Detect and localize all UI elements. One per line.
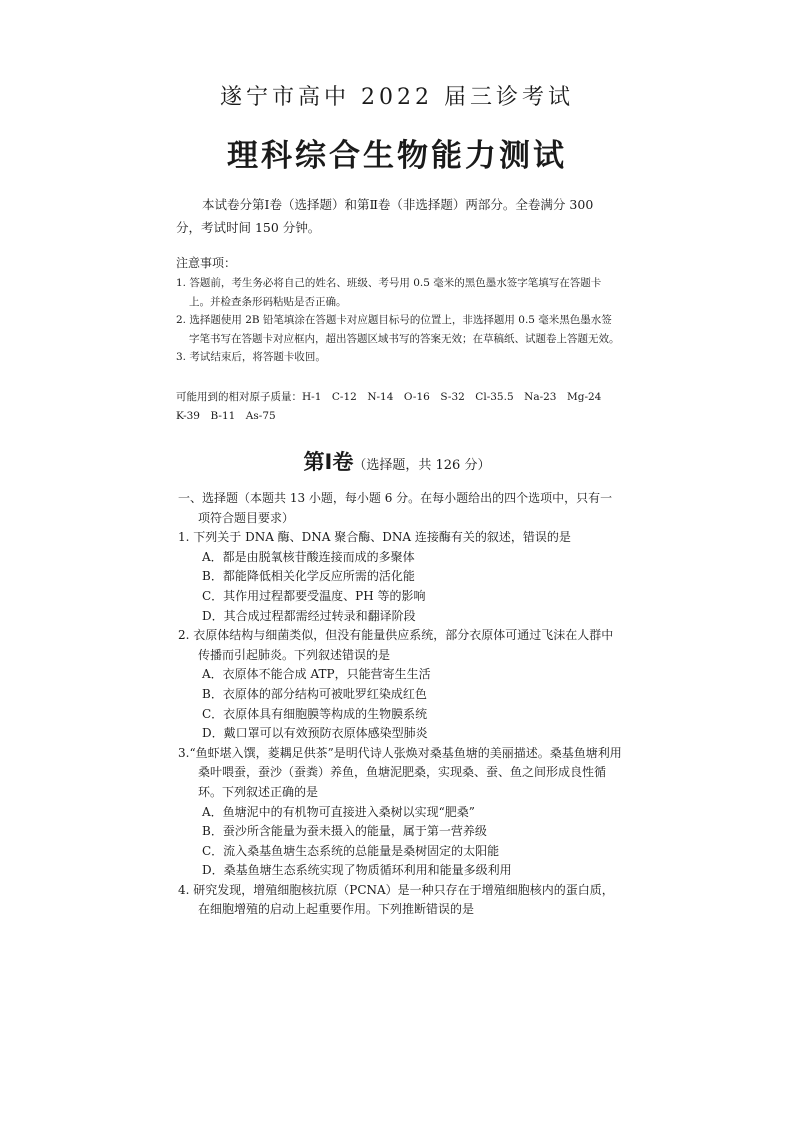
option-d: D．其合成过程都需经过转录和翻译阶段 [202,608,416,623]
option-b: B．都能降低相关化学反应所需的活化能 [202,569,415,584]
note-item-1: 1. 答题前，考生务必将自己的姓名、班级、考号用 0.5 毫米的黑色墨水签字笔填写在答题卡上。并检查条形码粘贴是否正确。 [176,277,602,308]
option-b: B．衣原体的部分结构可被吡罗红染成红色 [202,686,427,701]
option-d: D．桑基鱼塘生态系统实现了物质循环利用和能量多级利用 [202,863,512,878]
question-1 [178,528,624,626]
section-title: 第Ⅰ卷 [303,450,354,474]
atomic-masses: 可能用到的相对原子质量：H-1 C-12 N-14 O-16 S-32 Cl-35.5 Na-23 Mg-24 K-39 B-11 As-75 [176,391,612,422]
option-c: C．流入桑基鱼塘生态系统的总能量是桑树固定的太阳能 [202,843,500,858]
questions-area [178,489,624,920]
school-exam-title: 遂宁市高中 2022 届三诊考试 [220,85,574,110]
question-4 [178,881,624,920]
option-a: A．衣原体不能合成 ATP，只能营寄生生活 [202,667,431,682]
notes-heading: 注意事项： [176,256,237,270]
intro-paragraph: 本试卷分第Ⅰ卷（选择题）和第Ⅱ卷（非选择题）两部分。全卷满分 300 分，考试时间 150 分钟。 [176,197,594,235]
option-b: B．蚕沙所含能量为蚕未摄入的能量，属于第一营养级 [202,824,487,839]
question-2 [178,626,624,744]
question-stem: 3.“鱼虾堪入馔，菱耦足供茶”是明代诗人张焕对桑基鱼塘的美丽描述。桑基鱼塘利用桑叶喂蚕，蚕沙（蚕粪）养鱼，鱼塘泥肥桑，实现桑、蚕、鱼之间形成良性循环。下列叙述正确的是 [178,745,622,799]
notes-list [176,274,622,367]
option-d: D．戴口罩可以有效预防衣原体感染型肺炎 [202,726,428,741]
question-stem: 4. 研究发现，增殖细胞核抗原（PCNA）是一种只存在于增殖细胞核内的蛋白质，在细胞增殖的启动上起重要作用。下列推断错误的是 [178,882,614,917]
subject-title: 理科综合生物能力测试 [227,138,567,174]
question-3 [178,744,624,881]
section-subtitle: （选择题，共 126 分） [353,458,491,473]
note-item-2: 2. 选择题使用 2B 铅笔填涂在答题卡对应题目标号的位置上，非选择题用 0.5 毫米黑色墨水签字笔书写在答题卡对应框内，超出答题区域书写的答案无效；在草稿纸、试题卷上答题无效。 [176,314,620,345]
section-heading [0,446,794,476]
option-c: C．其作用过程都要受温度、PH 等的影响 [202,588,426,603]
section-instruction: 一、选择题（本题共 13 小题，每小题 6 分。在每小题给出的四个选项中，只有一项符合题目要求） [178,491,613,525]
question-stem: 1. 下列关于 DNA 酶、DNA 聚合酶、DNA 连接酶有关的叙述，错误的是 [178,530,571,545]
option-c: C．衣原体具有细胞膜等构成的生物膜系统 [202,706,428,721]
option-a: A．鱼塘泥中的有机物可直接进入桑树以实现“肥桑” [202,804,475,819]
option-a: A．都是由脱氧核苷酸连接而成的多聚体 [202,549,415,564]
question-stem: 2. 衣原体结构与细菌类似，但没有能量供应系统，部分衣原体可通过飞沫在人群中传播而引起肺炎。下列叙述错误的是 [178,628,614,662]
note-item-3: 3. 考试结束后，将答题卡收回。 [176,351,326,363]
